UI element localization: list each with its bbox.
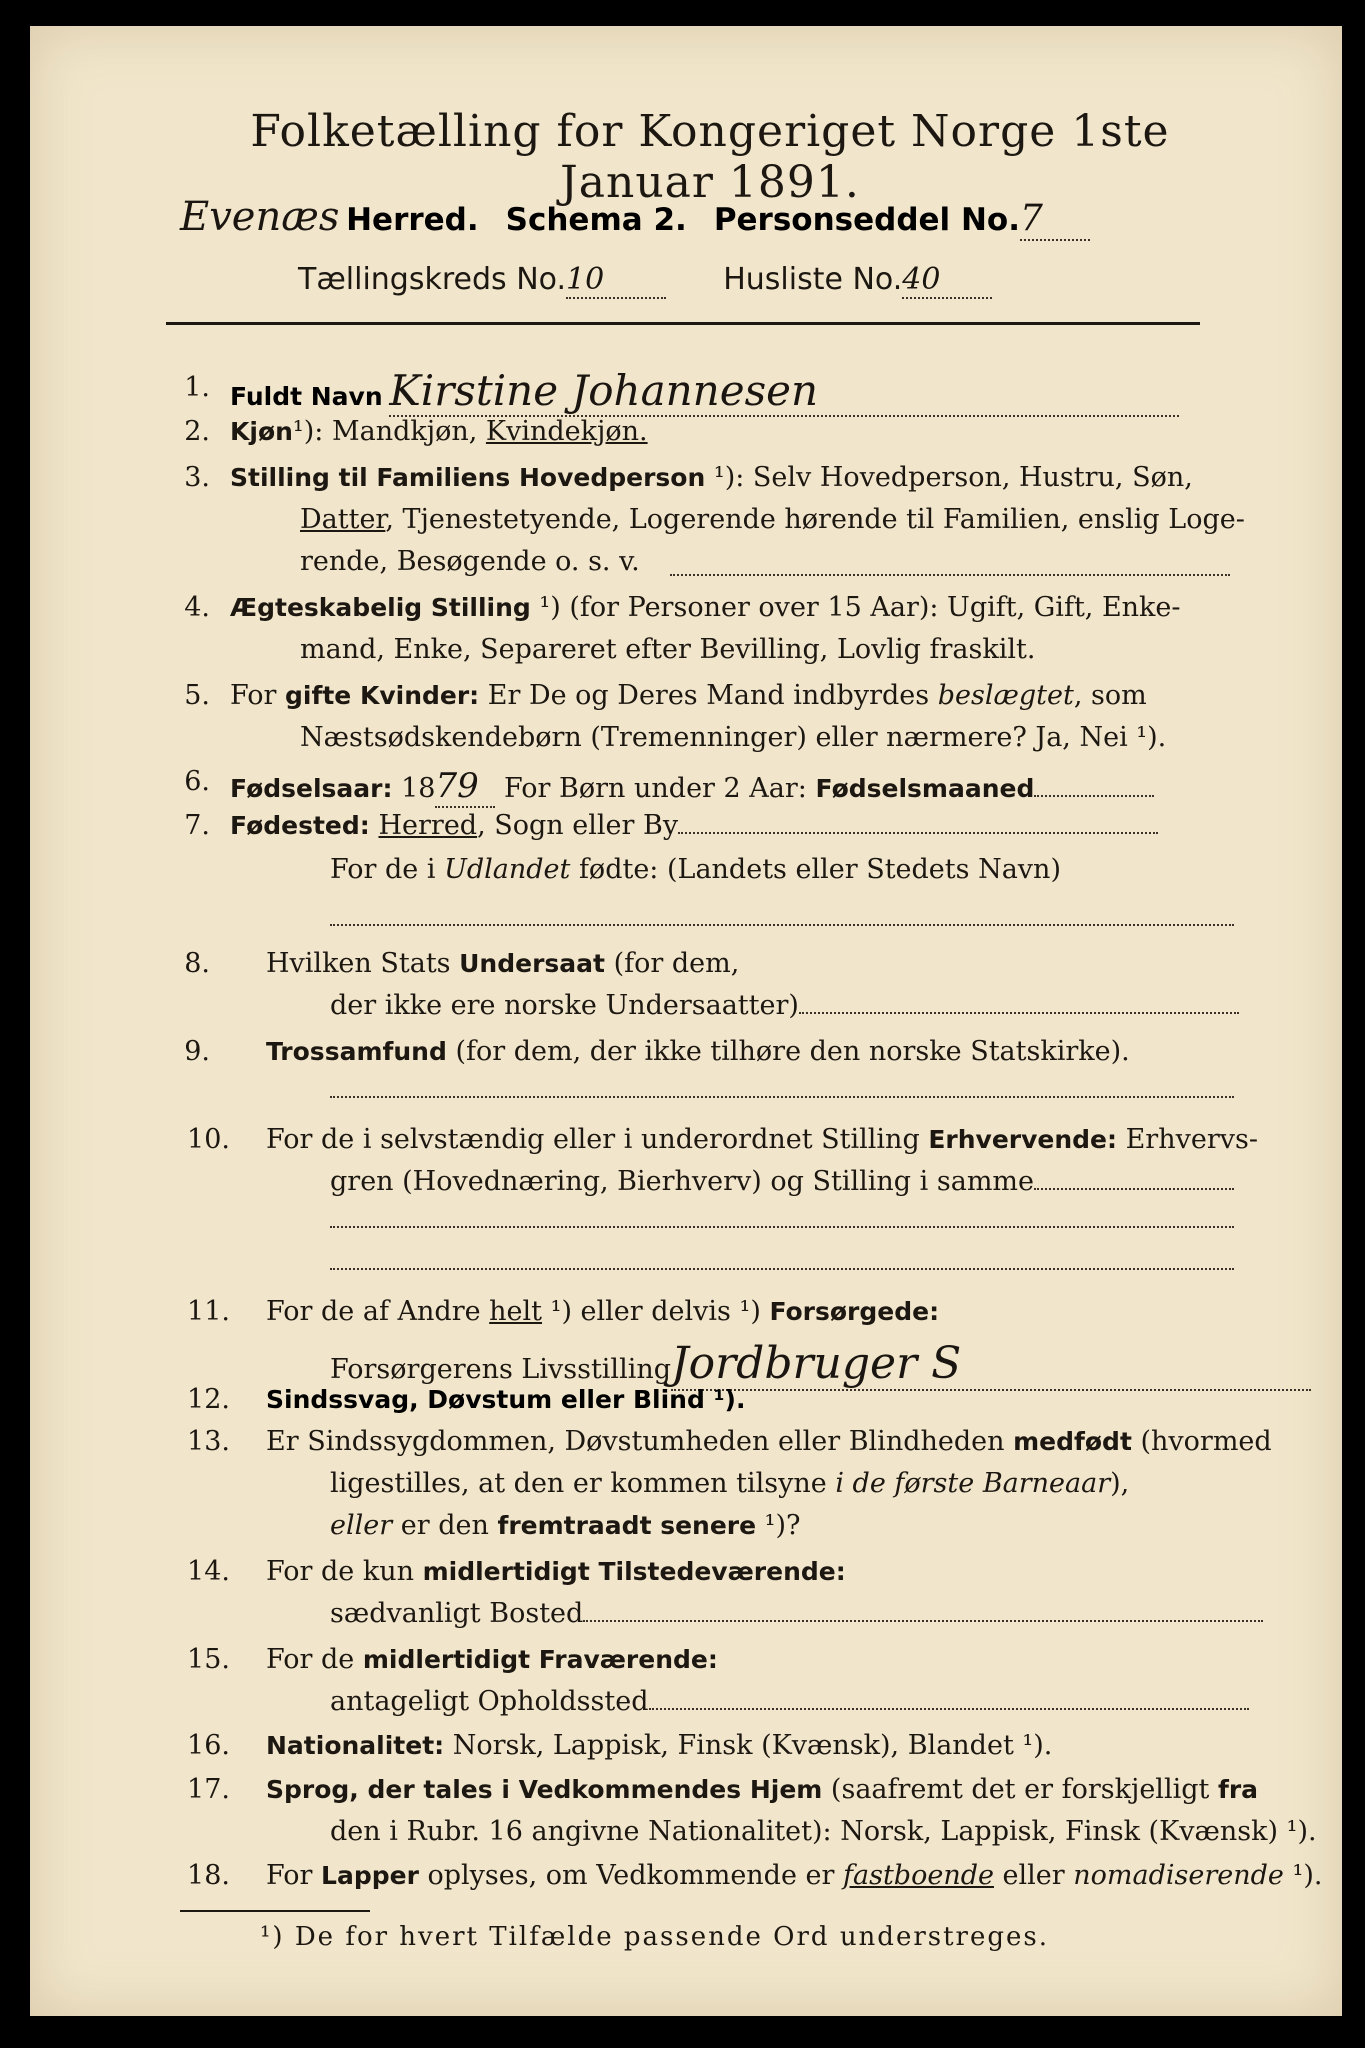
item-9 [266, 1036, 1130, 1067]
item-label: Ægteskabelig Stilling [230, 593, 531, 622]
item-15 [266, 1644, 718, 1675]
item-label: fremtraadt senere [497, 1511, 757, 1540]
item-label: Nationalitet: [266, 1731, 445, 1760]
item-text: , som [1073, 680, 1147, 711]
item-number: 16. [187, 1730, 230, 1761]
item-text: fødte: (Landets eller Stedets Navn) [570, 854, 1061, 885]
item-text: oplyses, om Vedkommende er [418, 1860, 843, 1891]
item-number: 13. [187, 1426, 230, 1457]
item-text: der ikke ere norske Undersaatter) [330, 990, 799, 1021]
answer-line [330, 1226, 1234, 1228]
item-text: Er De og Deres Mand indbyrdes [479, 680, 938, 711]
header-rule [166, 322, 1200, 325]
item-italic-text: nomadiserende [1073, 1860, 1284, 1891]
item-4-line2 [300, 634, 1035, 665]
item-label: Undersaat [459, 949, 605, 978]
fodselsaar-value: 79 [435, 766, 495, 808]
item-label: medfødt [1013, 1427, 1132, 1456]
item-13 [266, 1426, 1272, 1457]
item-text: rende, Besøgende o. s. v. [300, 546, 640, 577]
item-5 [230, 680, 1147, 711]
item-label: Fødselsmaaned [815, 774, 1035, 803]
item-label: fra [1217, 1775, 1259, 1804]
item-number: 18. [187, 1860, 230, 1891]
item-label: Lapper [321, 1861, 419, 1890]
item-text: (for dem, der ikke tilhøre den norske Statskirke). [446, 1036, 1130, 1067]
item-label: Stilling til Familiens Hovedperson [230, 463, 706, 492]
item-label: Trossamfund [266, 1037, 447, 1066]
schema-label: Schema 2. [505, 202, 687, 238]
herred-line [180, 194, 1090, 241]
item-text: For [230, 680, 286, 711]
selected-option: fastboende [843, 1860, 994, 1891]
item-text: For de af Andre [266, 1296, 490, 1327]
item-text: sædvanligt Bosted [330, 1598, 584, 1629]
item-number: 11. [187, 1296, 230, 1327]
husliste-value: 40 [902, 262, 992, 299]
item-text: den i Rubr. 16 angivne Nationalitet): Norsk, Lappisk, Finsk (Kvænsk) ¹). [330, 1816, 1317, 1847]
item-text: For de kun [266, 1556, 423, 1587]
item-14 [266, 1556, 846, 1587]
item-13-line2 [330, 1468, 1129, 1499]
item-12 [266, 1384, 745, 1415]
item-text: , Sogn eller By [477, 810, 679, 841]
item-10-line2 [330, 1166, 1234, 1197]
item-label: Erhvervende: [928, 1125, 1118, 1154]
item-4 [230, 592, 1181, 623]
selected-option: Kvindekjøn. [485, 416, 648, 447]
item-17-line2 [330, 1816, 1317, 1847]
item-text: , Tjenestetyende, Logerende hørende til Familien, enslig Loge- [385, 504, 1245, 535]
item-7-line2 [330, 854, 1061, 885]
item-text: Forsørgerens Livsstilling [330, 1354, 672, 1385]
item-2 [230, 416, 648, 447]
item-label: Sindssvag, Døvstum eller Blind ¹). [266, 1385, 746, 1414]
item-text: For [266, 1860, 322, 1891]
item-italic-text: Udlandet [444, 854, 571, 885]
item-italic-text: beslægtet [937, 680, 1074, 711]
item-label: Fødested: [230, 811, 379, 840]
item-text: antageligt Opholdssted [330, 1686, 649, 1717]
item-text: For Børn under 2 Aar: [495, 773, 816, 804]
item-label: Forsørgede: [769, 1297, 940, 1326]
form-title: Folketælling for Kongeriget Norge 1ste Januar 1891. [250, 106, 1170, 208]
item-text: 18 [392, 773, 436, 804]
item-number: 15. [187, 1644, 230, 1675]
answer-line [330, 1268, 1234, 1270]
item-text: (for dem, [604, 948, 740, 979]
item-text: For de [266, 1644, 363, 1675]
item-16 [266, 1730, 1052, 1761]
item-text: ¹). [1283, 1860, 1323, 1891]
forsorger-value: Jordbruger S [671, 1338, 1311, 1391]
item-text: ¹) eller delvis ¹) [542, 1296, 770, 1327]
item-text: ¹): Selv Hovedperson, Hustru, Søn, [705, 462, 1193, 493]
item-italic-text: i de første Barneaar [835, 1468, 1111, 1499]
item-text: Næstsødskendebørn (Tremenninger) eller nærmere? Ja, Nei ¹). [300, 722, 1167, 753]
item-text: ¹)? [756, 1510, 801, 1541]
item-text: ligestilles, at den er kommen tilsyne [330, 1468, 836, 1499]
item-label: gifte Kvinder: [285, 681, 480, 710]
item-label: midlertidigt Fraværende: [362, 1645, 718, 1674]
item-text: For de i [330, 854, 445, 885]
item-text: (saafremt det er forskjelligt [822, 1774, 1218, 1805]
item-text: ¹): Mandkjøn, [292, 416, 486, 447]
kreds-line [298, 262, 992, 299]
kreds-label: Tællingskreds No. [298, 262, 566, 297]
census-form [30, 26, 1342, 2016]
item-3-line2 [300, 504, 1245, 535]
item-number: 2. [184, 416, 210, 447]
item-text: gren (Hovednæring, Bierhverv) og Stilling i samme [330, 1166, 1035, 1197]
kreds-value: 10 [566, 262, 666, 299]
item-number: 4. [184, 592, 210, 623]
item-number: 8. [184, 948, 210, 979]
item-14-line2 [330, 1598, 1263, 1629]
item-text: (hvormed [1131, 1426, 1272, 1457]
item-17 [266, 1774, 1258, 1805]
item-11 [266, 1296, 939, 1327]
item-label: Sprog, der tales i Vedkommendes Hjem [266, 1775, 823, 1804]
herred-value: Evenæs [180, 194, 340, 240]
item-text: eller [993, 1860, 1074, 1891]
item-text: ), [1110, 1468, 1130, 1499]
item-5-line2 [300, 722, 1166, 753]
item-number: 3. [184, 462, 210, 493]
personseddel-value: 7 [1020, 198, 1090, 241]
item-label: midlertidigt Tilstedeværende: [422, 1557, 846, 1586]
item-7 [230, 810, 1158, 841]
item-label: Fødselsaar: [230, 774, 393, 803]
item-6 [230, 766, 1154, 808]
item-number: 5. [184, 680, 210, 711]
item-number: 17. [187, 1774, 230, 1805]
fuldt-navn-value: Kirstine Johannesen [389, 366, 1179, 417]
answer-line [670, 574, 1230, 576]
item-italic-text: eller [330, 1510, 393, 1541]
item-15-line2 [330, 1686, 1249, 1717]
item-text: Hvilken Stats [266, 948, 460, 979]
item-text: Norsk, Lappisk, Finsk (Kvænsk), Blandet ¹). [444, 1730, 1053, 1761]
item-3-line3 [300, 546, 640, 577]
selected-option: helt [489, 1296, 543, 1327]
selected-option: Datter [300, 504, 386, 535]
item-text: ¹) (for Personer over 15 Aar): Ugift, Gift, Enke- [530, 592, 1181, 623]
item-text: er den [392, 1510, 498, 1541]
item-number: 6. [184, 766, 210, 797]
item-number: 12. [187, 1384, 230, 1415]
item-8-line2 [330, 990, 1239, 1021]
personseddel-label: Personseddel No. [713, 202, 1020, 238]
item-13-line3 [330, 1510, 801, 1541]
item-10 [266, 1124, 1258, 1155]
herred-label: Herred. [346, 202, 479, 238]
footnote: ¹) De for hvert Tilfælde passende Ord understreges. [260, 1922, 1050, 1952]
item-1 [230, 366, 1179, 417]
item-number: 7. [184, 810, 210, 841]
item-text: Erhvervs- [1117, 1124, 1258, 1155]
item-number: 9. [184, 1036, 210, 1067]
selected-option: Herred [378, 810, 478, 841]
item-text: Er Sindssygdommen, Døvstumheden eller Blindheden [266, 1426, 1014, 1457]
item-8 [266, 948, 739, 979]
item-text: mand, Enke, Separeret efter Bevilling, Lovlig fraskilt. [300, 634, 1036, 665]
item-3 [230, 462, 1193, 493]
item-label: Kjøn [230, 417, 293, 446]
husliste-label: Husliste No. [723, 262, 903, 297]
item-number: 10. [187, 1124, 230, 1155]
item-18 [266, 1860, 1322, 1891]
footnote-rule [180, 1910, 370, 1912]
item-label: Fuldt Navn [230, 382, 383, 411]
answer-line [330, 1096, 1234, 1098]
item-number: 14. [187, 1556, 230, 1587]
item-text: For de i selvstændig eller i underordnet Stilling [266, 1124, 929, 1155]
answer-line [330, 924, 1234, 926]
item-number: 1. [184, 372, 210, 403]
